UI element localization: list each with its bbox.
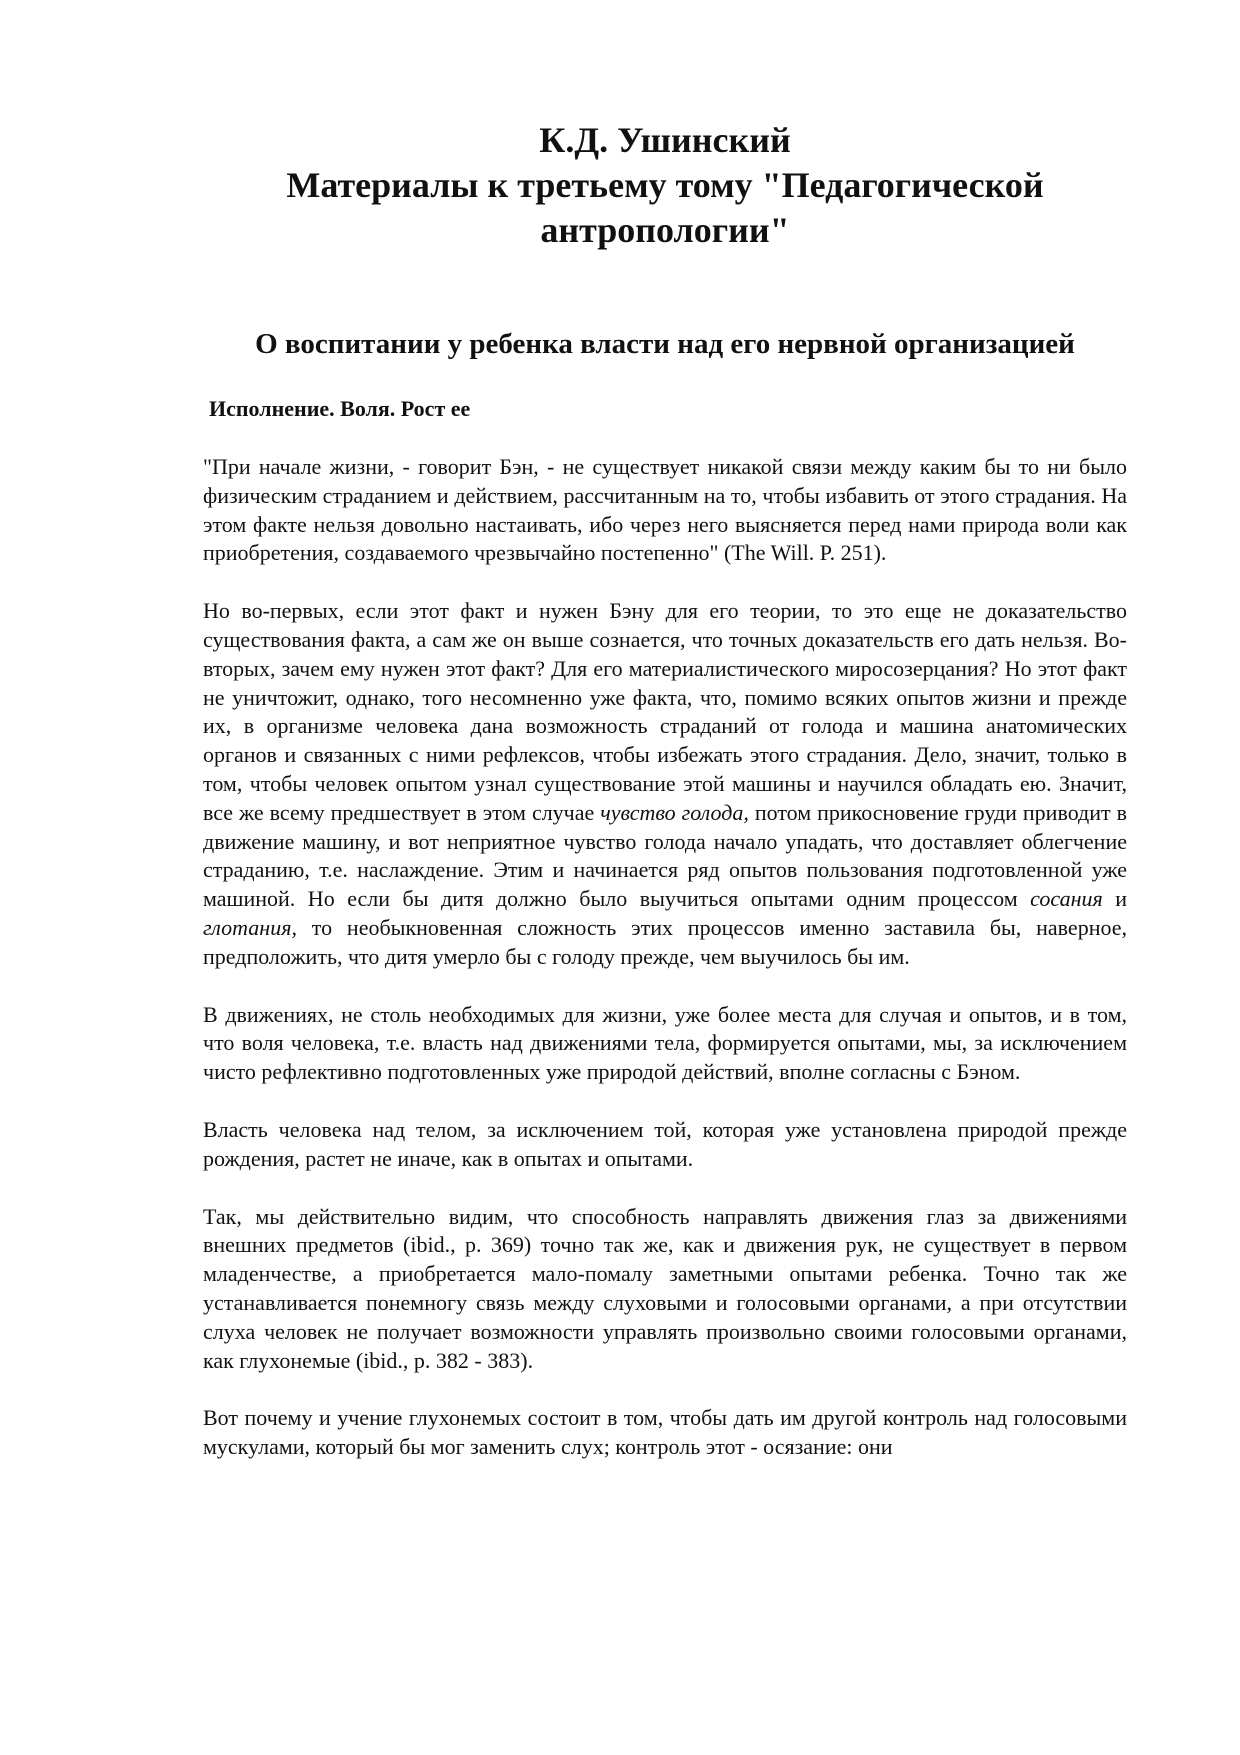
paragraph-2 [203, 597, 1127, 971]
paragraph-2-text: то необыкновенная сложность этих процессов именно заставила бы, наверное, предположить, что дитя умерло бы с голоду прежде, чем выучилось бы им. [203, 914, 1127, 969]
paragraph-2-text: Но во-первых, если этот факт и нужен Бэну для его теории, то это еще не доказательство существования факта, а сам же он выше сознается, что точных доказательств его дать нельзя. Во-вторых, зачем ему нужен этот факт? Для его материалистического миросозерцания? Но этот факт не уничтожит, однако, того несомненно уже факта, что, помимо всяких опытов жизни и прежде их, в организме человека дана возможность страданий от голода и машина анатомических органов и связанных с ними рефлексов, чтобы избежать этого страдания. Дело, значит, только в том, чтобы человек опытом узнал существование этой машины и научился обладать ею. Значит, все же всему предшествует в этом случае [203, 598, 1127, 825]
section-heading: О воспитании у ребенка власти над его нервной организацией [255, 328, 1075, 360]
italic-word-swallowing: глотания, [203, 914, 297, 940]
body-text [203, 453, 1127, 1491]
title-line-2: Материалы к третьему тому "Педагогической [286, 165, 1044, 205]
paragraph-1: "При начале жизни, - говорит Бэн, - не существует никакой связи между каким бы то ни было физическим страданием и действием, рассчитанным на то, чтобы избавить от этого страдания. На этом факте нельзя довольно настаивать, ибо через него выясняется перед нами природа воли как приобретения, создаваемого чрезвычайно постепенно" (The Will. P. 251). [203, 454, 1127, 566]
subsection-heading: Исполнение. Воля. Рост ее [209, 396, 471, 421]
italic-phrase-hunger: чувство голода, [600, 799, 749, 825]
document-title [200, 118, 1130, 253]
italic-word-sucking: сосания [1030, 886, 1103, 912]
paragraph-5: Так, мы действительно видим, что способность направлять движения глаз за движениями внешних предметов (ibid., p. 369) точно так же, как и движения рук, не существует в первом младенчестве, а приобретается мало-помалу заметными опытами ребенка. Точно так же устанавливается понемногу связь между слуховыми и голосовыми органами, а при отсутствии слуха человек не получает возможности управлять произвольно своими голосовыми органами, как глухонемые (ibid., p. 382 - 383). [203, 1203, 1127, 1373]
paragraph-2-text: потом прикосновение груди приводит в движение машину, и вот неприятное чувство голода начало упадать, что доставляет облегчение страданию, т.е. наслаждение. Этим и начинается ряд опытов пользования подготовленной уже машиной. Но если бы дитя должно было выучиться опытами одним процессом [203, 799, 1127, 912]
title-author-line: К.Д. Ушинский [539, 120, 791, 160]
paragraph-3: В движениях, не столь необходимых для жизни, уже более места для случая и опытов, и в том, что воля человека, т.е. власть над движениями тела, формируется опытами, мы, за исключением чисто рефлективно подготовленных уже природой действий, вполне согласны с Бэном. [203, 1001, 1127, 1085]
title-line-3: антропологии" [540, 210, 790, 250]
paragraph-4: Власть человека над телом, за исключением той, которая уже установлена природой прежде рождения, растет не иначе, как в опытах и опытами. [203, 1116, 1127, 1171]
paragraph-6: Вот почему и учение глухонемых состоит в том, чтобы дать им другой контроль над голосовыми мускулами, который бы мог заменить слух; контроль этот - осязание: они [203, 1405, 1127, 1460]
paragraph-2-text: и [1102, 886, 1127, 912]
